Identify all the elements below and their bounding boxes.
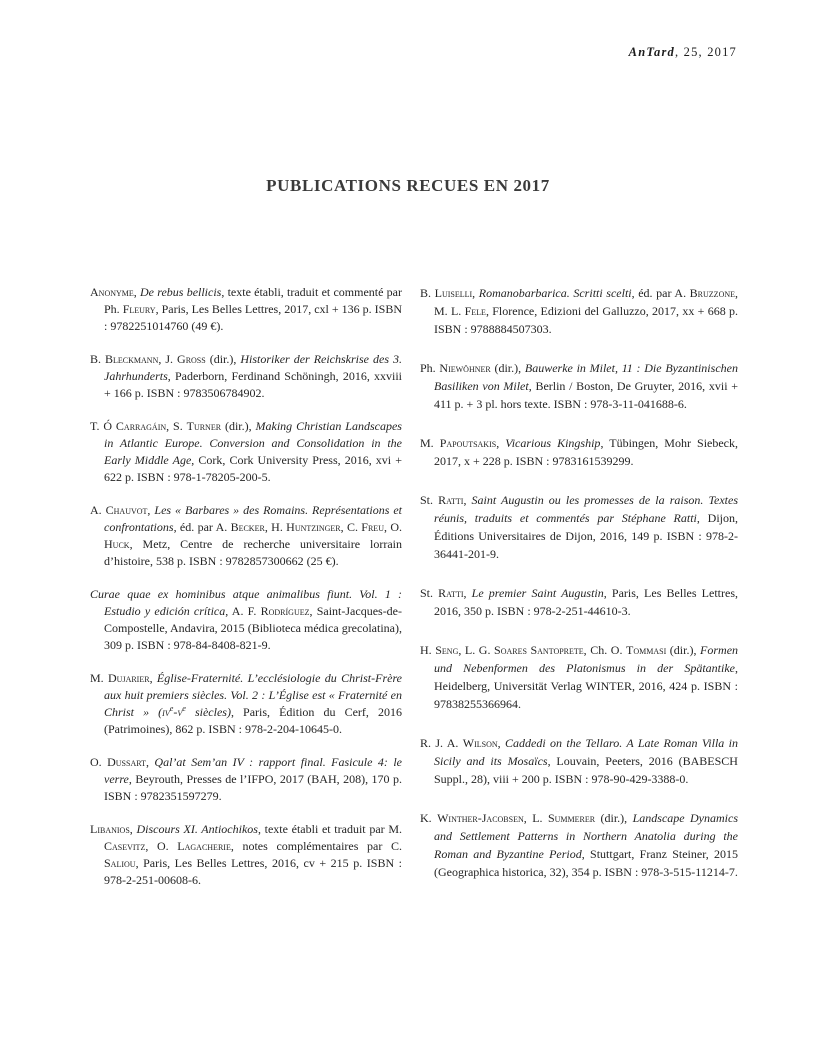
bibliography-entry [90,586,402,654]
text-segment: Bruzzone [689,286,736,300]
text-segment: Soares Santoprete [494,643,584,657]
text-segment: Making Christian Landscapes in Atlantic Europe. Conversion and Consolidation in the Early Middle Age [104,419,402,467]
bibliography-entry [420,491,738,563]
text-segment: Huntzinger [286,520,341,534]
text-segment: Dujarier [108,671,150,685]
text-segment: (dir.), [595,811,633,825]
text-segment: , texte établi, traduit et commenté par Ph. [104,285,403,316]
bibliography-entry [90,284,402,335]
text-segment: , A. F. [225,604,261,618]
text-segment: siècles) [185,705,231,719]
text-segment: M. [420,436,440,450]
text-segment: , Paris, Les Belles Lettres, 2017, cxl + 136 p. ISBN : 9782251014760 (49 €). [104,302,402,333]
text-segment: , Berlin / Boston, De Gruyter, 2016, xvii + 411 p. + 3 pl. hors texte. ISBN : 978-3-11-041688-6. [434,379,738,411]
text-segment: Carragáin [115,419,167,433]
text-segment: , [496,436,506,450]
text-segment: T. Ó [90,419,116,433]
text-segment: , O. [383,520,402,534]
text-segment: Qal’at Sem’an IV : rapport final. Fasicule 4: le verre [104,755,402,786]
text-segment: , Ch. O. [583,643,627,657]
text-segment: Les « Barbares » des Romains. Représentations et confrontations [104,503,403,534]
text-segment: Ratti [438,493,464,507]
text-segment: , Saint-Jacques-de-Compostelle, Andavira, 2015 (Biblioteca médica grecolatina), 309 p. ISBN : 978-84-8408-821-9. [104,604,403,652]
text-segment: , Cork, Cork University Press, 2016, xvi + 622 p. ISBN : 978-1-78205-200-5. [104,453,402,484]
text-segment: Landscape Dynamics and Settlement Patterns in Northern Anatolia during the Roman and Byzantine Period [434,811,738,861]
text-segment: , [472,286,479,300]
text-segment: Becker [230,520,265,534]
text-segment: Niewöhner [439,361,491,375]
text-segment: , O. [145,839,178,853]
text-segment: Ratti [438,586,464,600]
text-segment: -v [173,705,183,719]
text-segment: , éd. par A. [173,520,231,534]
bibliography [90,284,738,905]
text-segment: A. [90,503,106,517]
text-segment: , L. [523,811,548,825]
text-segment: Curae quae ex hominibus atque animalibus fiunt. Vol. 1 : Estudio y edición crítica [90,587,402,618]
text-segment: , Metz, Centre de recherche universitaire lorrain d’histoire, 538 p. ISBN : 9782857300662 (25 €). [104,537,402,568]
text-segment: Huck [104,537,130,551]
text-segment: , Paderborn, Ferdinand Schöningh, 2016, xxviii + 166 p. ISBN : 9783506784902. [104,369,402,400]
text-segment: , H. [264,520,287,534]
text-segment: Anonyme [90,285,134,299]
bibliography-entry [420,584,738,620]
text-segment: B. [420,286,435,300]
bibliography-entry [420,734,738,788]
text-segment: , [129,822,137,836]
text-segment: Winther-Jacobsen [437,811,524,825]
text-segment: De rebus bellicis [140,285,222,299]
text-segment: Saliou [104,856,136,870]
text-segment: (dir.), [221,419,256,433]
text-segment: , [133,285,141,299]
text-segment: Seng [435,643,459,657]
text-segment: St. [420,586,439,600]
text-segment: Bleckmann [105,352,159,366]
text-segment: Vicarious Kingship [505,436,601,450]
bibliography-entry [90,821,402,889]
text-segment: R. J. A. [420,736,463,750]
text-segment: , [497,736,506,750]
bibliography-column-right [420,284,738,905]
text-segment: , Tübingen, Mohr Siebeck, 2017, x + 228 p. ISBN : 9783161539299. [434,436,739,468]
text-segment: (dir.), [666,643,701,657]
journal-issue: , 25, 2017 [675,45,737,59]
text-segment: , Paris, Édition du Cerf, 2016 (Patrimoines), 862 p. ISBN : 978-2-204-10645-0. [104,705,402,736]
text-segment: , S. [166,419,187,433]
text-segment: Casevitz [104,839,146,853]
text-segment: Tommasi [626,643,667,657]
bibliography-column-left [90,284,402,905]
bibliography-entry [420,641,738,713]
text-segment: Papoutsakis [439,436,497,450]
running-head [629,45,737,60]
text-segment: Dussart [107,755,146,769]
text-segment: , Beyrouth, Presses de l’IFPO, 2017 (BAH, 208), 170 p. ISBN : 9782351597279. [104,772,402,803]
bibliography-entry [90,502,402,570]
text-segment: , C. [340,520,362,534]
text-segment: Gross [177,352,206,366]
text-segment: , éd. par A. [631,286,690,300]
bibliography-entry [90,418,402,486]
text-segment: e [182,704,186,713]
text-segment: , [149,671,157,685]
text-segment: Fele [464,304,486,318]
text-segment: Formen und Nebenformen des Platonismus in der Spätantike [434,643,739,675]
text-segment: , notes complémentaires par C. [230,839,402,853]
text-segment: , Stuttgart, Franz Steiner, 2015 (Geographica historica, 32), 354 p. ISBN : 978-3-515-11214-7. [434,847,738,879]
text-segment: Turner [186,419,222,433]
text-segment: Wilson [462,736,498,750]
text-segment: , Florence, Edizioni del Galluzzo, 2017, xx + 668 p. ISBN : 9788884507303. [434,304,738,336]
text-segment: e [169,704,174,713]
bibliography-entry [420,809,738,881]
text-segment: , Dijon, Éditions Universitaires de Dijon, 2016, 149 p. ISBN : 978-2-36441-201-9. [434,511,738,561]
bibliography-entry [420,359,738,413]
text-segment: (dir.), [490,361,525,375]
text-segment: Historiker der Reichskrise des 3. Jahrhunderts [104,352,402,383]
text-segment: Freu [361,520,384,534]
text-segment: , J. [158,352,178,366]
text-segment: iv [162,705,170,719]
text-segment: M. [90,671,109,685]
text-segment: , Louvain, Peeters, 2016 (BABESCH Suppl., 28), viii + 200 p. ISBN : 978-90-429-3388-0. [434,754,738,786]
text-segment: Ph. [420,361,440,375]
text-segment: B. [90,352,106,366]
page-title: PUBLICATIONS RECUES EN 2017 [266,176,550,195]
text-segment: Fleury [122,302,156,316]
text-segment: , [147,503,155,517]
text-segment: Église-Fraternité. L’ecclésiologie du Christ-Frère aux huit premiers siècles. Vol. 2 : L’Église est « Fraternité en Christ » ( [104,671,403,719]
text-segment: Caddedi on the Tellaro. A Late Roman Villa in Sicily and its Mosaïcs [434,736,738,768]
text-segment: O. [90,755,108,769]
text-segment: , Heidelberg, Universität Verlag WINTER, 2016, 424 p. ISBN : 97838255366964. [434,661,738,711]
text-segment: Luiselli [434,286,473,300]
text-segment: Lagacherie [177,839,231,853]
text-segment: St. [420,493,439,507]
text-segment: K. [420,811,438,825]
bibliography-entry [90,754,402,805]
text-segment: Discours XI. Antiochikos [136,822,258,836]
text-segment: (dir.), [205,352,241,366]
bibliography-entry [90,351,402,402]
text-segment: Romanobarbarica. Scritti scelti [478,286,632,300]
text-segment: , Paris, Les Belles Lettres, 2016, 350 p. ISBN : 978-2-251-44610-3. [434,586,738,618]
text-segment: , L. G. [458,643,495,657]
text-segment: , Paris, Les Belles Lettres, 2016, cv + 215 p. ISBN : 978-2-251-00608-6. [104,856,402,887]
text-segment: Le premier Saint Augustin [471,586,604,600]
text-segment: Chauvot [105,503,148,517]
bibliography-entry [420,284,738,338]
text-segment: Bauwerke in Milet, 11 : Die Byzantinischen Basiliken von Milet [434,361,738,393]
text-segment: H. [420,643,436,657]
text-segment: , M. L. [434,286,739,318]
bibliography-entry [90,670,402,738]
text-segment: , [145,755,155,769]
text-segment: Summerer [547,811,596,825]
text-segment: Rodríguez [260,604,310,618]
text-segment: Saint Augustin ou les promesses de la raison. Textes réunis, traduits et commentés par Stéphane Ratti [434,493,739,525]
text-segment: , [463,493,472,507]
bibliography-entry [420,434,738,470]
text-segment: , texte établi et traduit par M. [257,822,402,836]
text-segment: , [463,586,472,600]
journal-name: AnTard [628,45,675,59]
text-segment: Libanios [90,822,130,836]
